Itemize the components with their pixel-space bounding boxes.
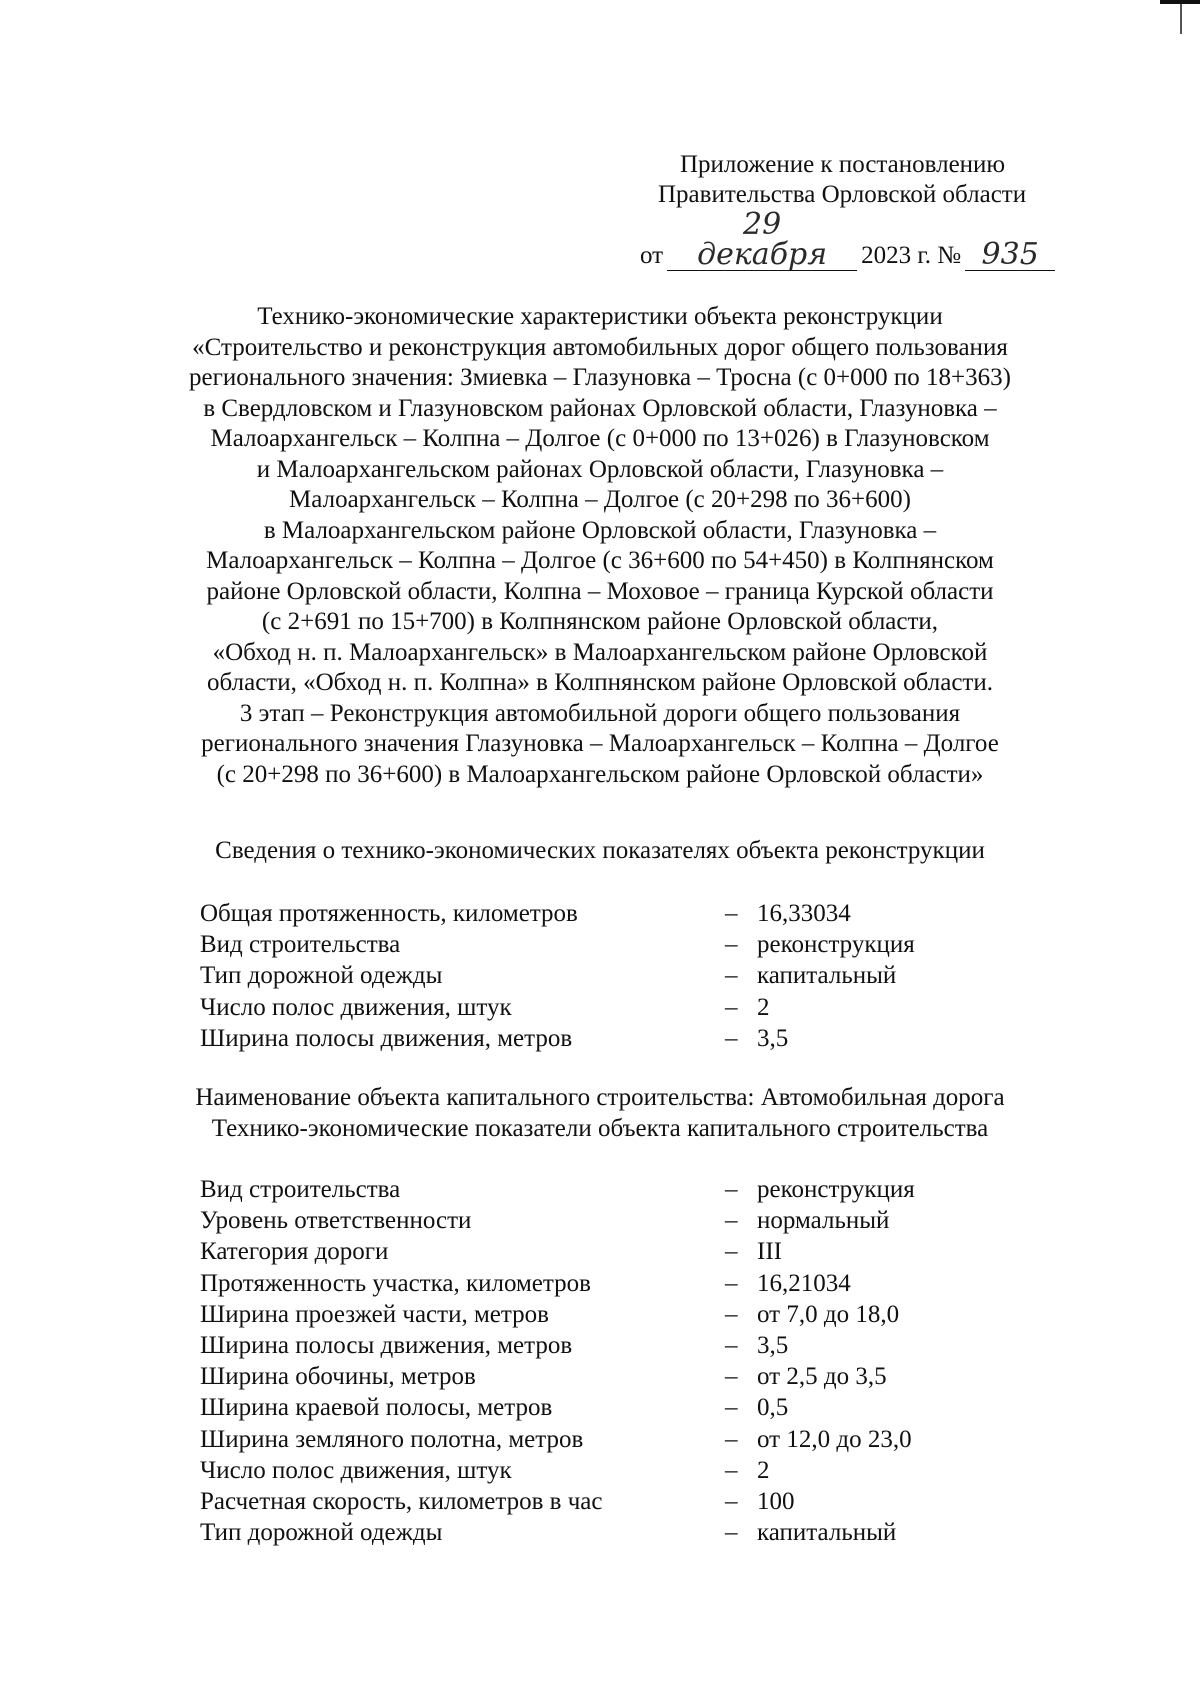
scan-edge-mark <box>1180 4 1182 34</box>
spec-dash: – <box>725 1456 738 1484</box>
appendix-line-2: Правительства Орловской области <box>658 181 1027 208</box>
spec-dash: – <box>725 900 738 927</box>
appendix-header <box>640 150 1100 271</box>
spec-row <box>200 1330 960 1361</box>
section2-heading <box>120 1082 1080 1144</box>
title-line: (с 20+298 по 36+600) в Малоархангельском районе Орловской области» <box>216 760 984 788</box>
spec-row <box>200 992 960 1023</box>
spec-row <box>200 1486 960 1517</box>
title-line: Малоархангельск – Колпна – Долгое (с 36+600 по 54+450) в Колпнянском <box>206 547 994 574</box>
section1-spec-list <box>200 898 960 1054</box>
date-year: 2023 г. № <box>861 242 962 269</box>
spec-row <box>200 1268 960 1299</box>
spec-value: 2 <box>757 993 770 1021</box>
spec-dash: – <box>725 1238 738 1266</box>
spec-label: Расчетная скорость, километров в час <box>200 1488 603 1516</box>
spec-value: от 7,0 до 18,0 <box>757 1300 900 1328</box>
spec-dash: – <box>725 1332 738 1360</box>
title-line: районе Орловской области, Колпна – Моховое – граница Курской области <box>206 577 994 605</box>
spec-value: от 12,0 до 23,0 <box>757 1425 912 1453</box>
title-line: «Строительство и реконструкция автомобильных дорог общего пользования <box>192 333 1008 361</box>
spec-value: III <box>757 1238 782 1266</box>
spec-dash: – <box>725 1207 738 1235</box>
spec-dash: – <box>725 1024 738 1052</box>
spec-value: 2 <box>757 1456 770 1484</box>
spec-label: Число полос движения, штук <box>200 1456 512 1484</box>
section1-heading-text: Сведения о технико-экономических показателях объекта реконструкции <box>215 837 985 864</box>
spec-row <box>200 898 960 929</box>
spec-row <box>200 1392 960 1423</box>
spec-label: Вид строительства <box>200 931 401 959</box>
spec-value: нормальный <box>757 1207 890 1235</box>
spec-value: 3,5 <box>757 1024 789 1052</box>
title-line: в Свердловском и Глазуновском районах Орловской области, Глазуновка – <box>203 394 997 422</box>
section1-heading <box>120 835 1080 866</box>
spec-dash: – <box>725 931 738 959</box>
spec-dash: – <box>725 962 738 990</box>
spec-value: 100 <box>757 1488 795 1516</box>
spec-label: Уровень ответственности <box>200 1207 472 1235</box>
spec-value: 3,5 <box>757 1332 789 1360</box>
spec-label: Ширина обочины, метров <box>200 1363 476 1391</box>
spec-row <box>200 1424 960 1455</box>
spec-row <box>200 1205 960 1236</box>
spec-row <box>200 960 960 991</box>
spec-row <box>200 1174 960 1205</box>
spec-dash: – <box>725 993 738 1021</box>
spec-label: Ширина полосы движения, метров <box>200 1024 573 1052</box>
handwritten-number: 935 <box>965 240 1055 271</box>
appendix-date-line <box>640 207 1100 272</box>
spec-value: от 2,5 до 3,5 <box>757 1363 887 1391</box>
spec-dash: – <box>725 1425 738 1453</box>
spec-row <box>200 1517 960 1548</box>
title-line: «Обход н. п. Малоархангельск» в Малоархангельском районе Орловской <box>212 638 988 666</box>
title-line: Малоархангельск – Колпна – Долгое (с 0+000 по 13+026) в Глазуновском <box>210 425 990 452</box>
title-line: регионального значения: Змиевка – Глазуновка – Тросна (с 0+000 по 18+363) <box>189 364 1011 391</box>
spec-dash: – <box>725 1488 738 1516</box>
spec-label: Категория дороги <box>200 1238 389 1266</box>
spec-row <box>200 1361 960 1392</box>
section2-heading-line-2: Технико-экономические показатели объекта капитального строительства <box>211 1115 989 1142</box>
section2-spec-list <box>200 1174 960 1548</box>
title-line: области, «Обход н. п. Колпна» в Колпнянском районе Орловской области. <box>207 669 993 696</box>
spec-label: Ширина проезжей части, метров <box>200 1300 549 1328</box>
spec-dash: – <box>725 1269 738 1297</box>
spec-label: Тип дорожной одежды <box>200 1519 443 1547</box>
spec-label: Общая протяженность, километров <box>200 900 578 927</box>
spec-label: Ширина земляного полотна, метров <box>200 1425 584 1453</box>
handwritten-date: 29 декабря <box>667 210 857 271</box>
spec-label: Ширина полосы движения, метров <box>200 1332 573 1360</box>
appendix-line-1: Приложение к постановлению <box>680 151 1006 178</box>
spec-row <box>200 1455 960 1486</box>
spec-label: Вид строительства <box>200 1176 401 1203</box>
spec-value: 16,33034 <box>757 900 851 927</box>
spec-label: Число полос движения, штук <box>200 993 512 1021</box>
spec-value: капитальный <box>757 1519 897 1547</box>
spec-value: 16,21034 <box>757 1269 851 1297</box>
spec-label: Протяженность участка, километров <box>200 1269 591 1297</box>
spec-dash: – <box>725 1394 738 1422</box>
spec-dash: – <box>725 1519 738 1547</box>
spec-row <box>200 929 960 960</box>
title-line: (с 2+691 по 15+700) в Колпнянском районе Орловской области, <box>261 608 939 635</box>
spec-row <box>200 1236 960 1267</box>
document-title <box>120 302 1080 790</box>
date-prefix: от <box>640 242 664 269</box>
spec-dash: – <box>725 1300 738 1328</box>
spec-row <box>200 1299 960 1330</box>
spec-label: Ширина краевой полосы, метров <box>200 1394 553 1422</box>
section2-heading-line-1: Наименование объекта капитального строительства: Автомобильная дорога <box>195 1084 1005 1111</box>
spec-value: реконструкция <box>757 1176 915 1203</box>
title-line: и Малоархангельском районах Орловской области, Глазуновка – <box>256 455 944 483</box>
spec-label: Тип дорожной одежды <box>200 962 443 990</box>
spec-dash: – <box>725 1176 738 1203</box>
title-line: Технико-экономические характеристики объекта реконструкции <box>257 303 943 330</box>
title-line: в Малоархангельском районе Орловской области, Глазуновка – <box>263 516 937 544</box>
spec-dash: – <box>725 1363 738 1391</box>
title-line: Малоархангельск – Колпна – Долгое (с 20+298 по 36+600) <box>289 486 911 513</box>
title-line: 3 этап – Реконструкция автомобильной дороги общего пользования <box>239 699 961 727</box>
title-line: регионального значения Глазуновка – Малоархангельск – Колпна – Долгое <box>201 730 999 757</box>
spec-value: 0,5 <box>757 1394 789 1422</box>
spec-value: реконструкция <box>757 931 915 959</box>
spec-row <box>200 1023 960 1054</box>
spec-value: капитальный <box>757 962 897 990</box>
